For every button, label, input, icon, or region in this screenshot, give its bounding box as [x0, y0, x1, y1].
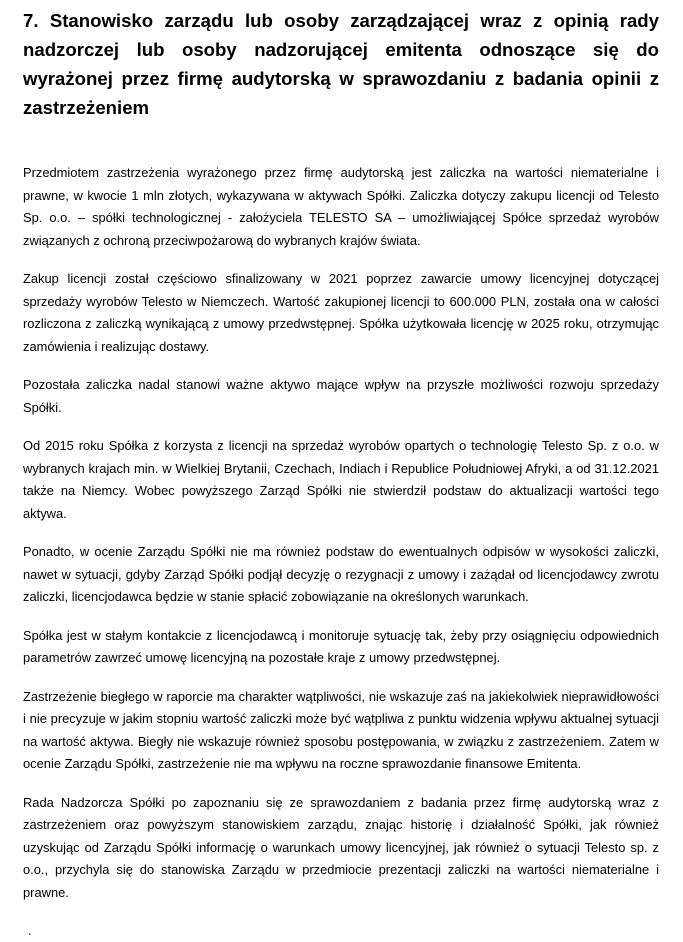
- paragraph-remaining-advance: Pozostała zaliczka nadal stanowi ważne aktywo mające wpływ na przyszłe możliwości rozwoju sprzedaży Spółki.: [23, 377, 659, 415]
- paragraph-advance-payment: Przedmiotem zastrzeżenia wyrażonego przez firmę audytorską jest zaliczka na wartości niematerialne i prawne, w kwocie 1 mln złotych, wykazywana w aktywach Spółki. Zaliczka dotyczy zakupu licencji od Telesto Sp. o.o. – spółki technologicznej - założyciela TELESTO SA – umożliwiającej Spółce sprzedaż wyrobów związanych z ochroną przeciwpożarową do wybranych krajów świata.: [23, 165, 659, 248]
- section-heading: 7. Stanowisko zarządu lub osoby zarządzającej wraz z opinią rady nadzorczej lub osoby nadzorującej emitenta odnoszące się do wyrażonej przez firmę audytorską w sprawozdaniu z badania opinii z zastrzeżeniem: [23, 10, 659, 118]
- paragraph-license-history: Od 2015 roku Spółka z korzysta z licencji na sprzedaż wyrobów opartych o technologię Telesto Sp. z o.o. w wybranych krajach min. w Wielkiej Brytanii, Czechach, Indiach i Republice Południowej Afryki, a od 31.12.2021 także na Niemcy. Wobec powyższego Zarząd Spółki nie stwierdził podstaw do aktualizacji wartości tego aktywa.: [23, 438, 659, 521]
- paragraph-write-off: Ponadto, w ocenie Zarządu Spółki nie ma również podstaw do ewentualnych odpisów w wysokości zaliczki, nawet w sytuacji, gdyby Zarząd Spółki podjął decyzję o rezygnacji z umowy i zażądał od licencjodawcy zwrotu zaliczki, licencjodawca będzie w stanie spłacić zobowiązanie na określonych warunkach.: [23, 544, 659, 604]
- document-body: [23, 162, 659, 942]
- paragraph-license-purchase: Zakup licencji został częściowo sfinalizowany w 2021 poprzez zawarcie umowy licencyjnej dotyczącej sprzedaży wyrobów Telesto w Niemczech. Wartość zakupionej licencji to 600.000 PLN, została ona w całości rozliczona z zaliczką wynikającą z umowy przedwstępnej. Spółka użytkowała licencję w 2025 roku, otrzymując zamówienia i realizując dostawy.: [23, 271, 659, 354]
- paragraph-supervisory-board: Rada Nadzorcza Spółki po zapoznaniu się ze sprawozdaniem z badania przez firmę audytorską wraz z zastrzeżeniem oraz powyższym stanowiskiem zarządu, znając historię i działalność Spółki, jak również uzyskując od Zarządu Spółki informację o warunkach umowy licencyjnej, jak również o sytuacji Telesto sp. z o.o., przychyla się do stanowiska Zarządu w przedmiocie prezentacji zaliczki na wartości niematerialne i prawne.: [23, 794, 659, 900]
- trailing-mark: .: [28, 923, 32, 938]
- paragraph-licensor-contact: Spółka jest w stałym kontakcie z licencjodawcą i monitoruje sytuację tak, żeby przy osiągnięciu odpowiednich parametrów zawrzeć umowę licencyjną na pozostałe kraje z umowy przedwstępnej.: [23, 627, 659, 665]
- paragraph-auditor-reservation: Zastrzeżenie biegłego w raporcie ma charakter wątpliwości, nie wskazuje zaś na jakiekolwiek nieprawidłowości i nie precyzuje w jakim stopniu wartość zaliczki może być wątpliwa z punktu widzenia wpływu aktualnej sytuacji na wartość aktywa. Biegły nie wskazuje również sposobu postępowania, w związku z zastrzeżeniem. Zatem w ocenie Zarządu Spółki, zastrzeżenie nie ma wpływu na roczne sprawozdanie finansowe Emitenta.: [23, 688, 659, 771]
